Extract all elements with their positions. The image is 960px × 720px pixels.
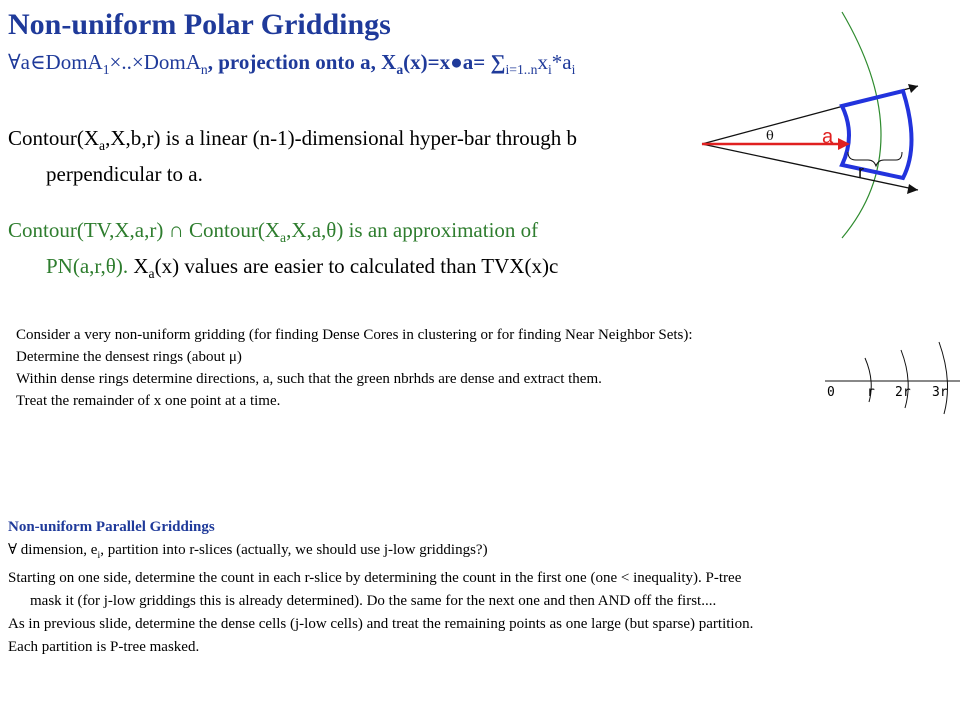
polar-gridding-list [16, 324, 916, 412]
theta-label: θ [766, 129, 774, 144]
list-item: Determine the densest rings (about μ) [16, 349, 242, 365]
section-heading: Non-uniform Parallel Griddings [8, 519, 215, 535]
lower-arrowhead-icon [907, 184, 918, 194]
r-brace [848, 152, 902, 166]
r-label: r [858, 162, 864, 182]
upper-arrowhead-icon [908, 84, 918, 93]
list-item: Each partition is P-tree masked. [8, 639, 200, 655]
ring-boundary-3 [939, 342, 948, 414]
list-item: Consider a very non-uniform gridding (for finding Dense Cores in clustering or for finding Near Neighbor Sets): [16, 327, 693, 343]
a-label: a [822, 126, 834, 148]
lower-ray [702, 144, 918, 190]
tick-label: 0 [827, 385, 835, 400]
list-item: Treat the remainder of x one point at a time. [16, 393, 281, 409]
contour-hyperbar-paragraph: $Contour(X_a,X,b,r)$ is a linear (n-1)-dimensional hyper-bar through b perpendicular to a. [8, 126, 577, 187]
list-item: ∀ dimension, $e_i$, partition into r-slices (actually, we should use j-low griddings?) [8, 542, 488, 561]
parallel-gridding-section [8, 516, 953, 659]
tick-label: 2r [895, 385, 911, 400]
list-item: Within dense rings determine directions, a, such that the green nbrhds are dense and extract them. [16, 371, 602, 387]
contour-approximation-paragraph: Contour(TV,X,a,r) ∩ $Contour(X_a,X,a,\theta)$ is an approximation of PN(a,r,θ). $X_a(x)$ values are easier to calculated than TVX(x)c [8, 218, 559, 282]
projection-formula: ∀a∈DomA$_1$×..×DomA$_n$, projection onto a, $X_a(x)=x●a= \sum_{i=1..n}x_i*a_i$ [8, 50, 576, 78]
ring-axis-diagram [815, 336, 960, 416]
polar-cell-diagram [690, 0, 960, 240]
list-item: As in previous slide, determine the dense cells (j-low cells) and treat the remaining points as one large (but sparse) partition. [8, 616, 754, 632]
page-title: Non-uniform Polar Griddings [8, 8, 391, 41]
list-item: Starting on one side, determine the count in each r-slice by determining the count in the first one (one < inequality). P-tree mask it (for j-low griddings this is already determined). Do the same for the next one and then AND off the first.... [8, 570, 742, 609]
tick-label: r [867, 385, 875, 400]
tick-label: 3r [932, 385, 948, 400]
